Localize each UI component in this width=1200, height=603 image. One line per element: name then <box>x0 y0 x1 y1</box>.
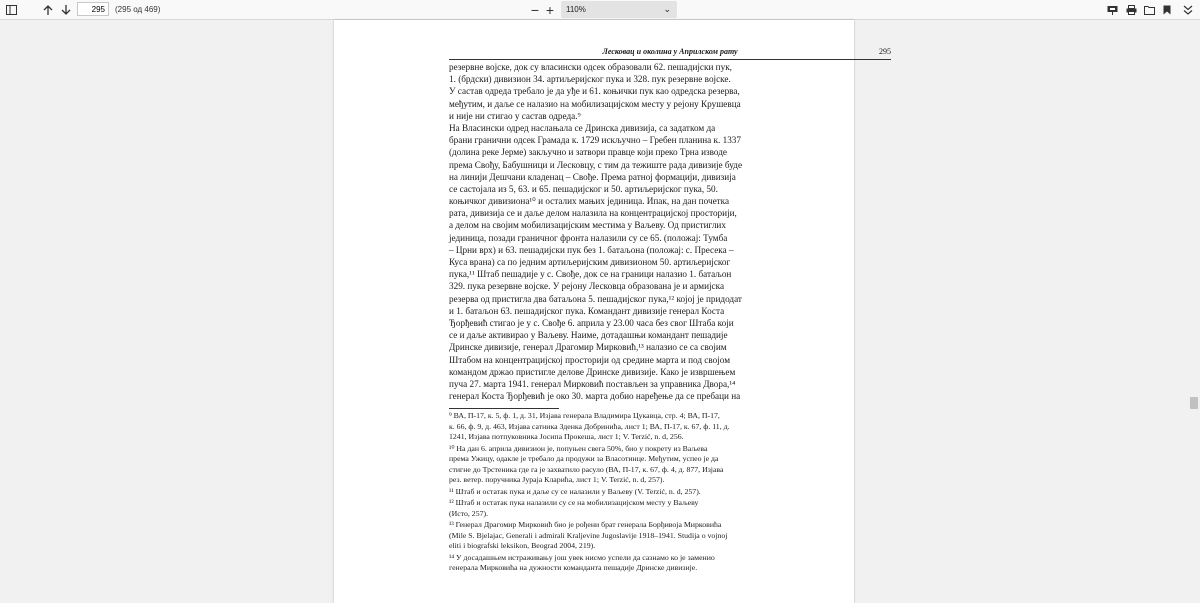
footnote-line: 1241, Изјава потпуковника Јосипа Прокеша, лист 1; V. Terzić, n. d, 256. <box>449 432 684 442</box>
body-line: (долина реке Јерме) закључно и затвори правце који преко Трна изводе <box>449 147 727 158</box>
body-line: на линији Дешчани кладенац – Свође. Према ратној формацији, дивизија <box>449 171 736 182</box>
body-line: На Власински одред наслањала се Дринска дивизија, са задатком да <box>449 122 716 133</box>
zoom-in-button[interactable]: + <box>545 2 555 18</box>
footnote-line: (Mile S. Bjelajac, Generali i admirali Kraljevine Jugoslavije 1918–1941. Studija o vojnoj <box>449 530 728 540</box>
footnote-line: (Исто, 257). <box>449 508 489 518</box>
body-line: се састојала из 5, 63. и 65. пешадијског и 50. артиљеријског пука, 50. <box>449 183 718 194</box>
page-number-input[interactable] <box>77 2 109 16</box>
footnote-line: к. 66, ф. 9, д. 463, Изјава сатника Зденка Добринића, лист 1; ВА, П-17, к. 67, ф. 11, д. <box>449 421 730 431</box>
body-line: брани гранични одсек Грамада к. 1729 искључно – Гребен планина к. 1337 <box>449 135 741 146</box>
body-line: Дринске дивизије, генерал Драгомир Мирковић,¹³ налазио се са својим <box>449 342 727 353</box>
footnote-line: ¹⁴ У досадашњем истраживању још увек нисмо успели да сазнамо ко је заменио <box>449 552 715 562</box>
body-line: Штабом на концентрацијској просторији од средине марта и под својом <box>449 354 731 365</box>
body-line: према Свођу, Бабушници и Лесковцу, с тим да тежиште рада дивизије буде <box>449 159 743 170</box>
page-content <box>449 47 891 574</box>
pdf-toolbar <box>0 0 1200 20</box>
body-line: 329. пука резервне војске. У рејону Лесковца образована је и армијска <box>449 281 725 292</box>
body-line: коњичког дивизиона¹⁰ и осталих мањих јединица. Ипак, на дан почетка <box>449 196 730 207</box>
page-count-label: (295 од 469) <box>115 5 161 14</box>
body-line: резервне војске, док су власински одсек образовали 62. пешадијски пук, <box>449 62 732 72</box>
footnote-line: ¹¹ Штаб и остатак пука и даље су се налазили у Ваљеву (V. Terzić, n. d, 257). <box>449 486 701 496</box>
pdf-page <box>334 20 891 603</box>
footnote-line: ¹⁰ На дан 6. априла дивизион је, попуњен свега 50%, био у покрету из Ваљева <box>449 443 708 453</box>
zoom-out-button[interactable]: − <box>530 2 540 18</box>
body-line: јединица, позади граничног фронта налазили су се 65. (положај: Тумба <box>449 232 728 243</box>
body-line: командом држао пристигле делове Дринске дивизије. Како је извршењем <box>449 366 736 377</box>
footnote-line: ¹² Штаб и остатак пука налазили су се на мобилизацијском месту у Ваљеву <box>449 498 699 508</box>
chevron-down-icon: ⌄ <box>663 4 671 14</box>
sidebar-toggle-icon[interactable] <box>4 3 18 17</box>
bookmark-icon[interactable] <box>1160 3 1174 17</box>
body-line: генерал Коста Ђорђевић је око 30. марта добио наређење да се пребаци на <box>449 391 741 402</box>
running-header <box>449 47 891 60</box>
header-page-number: 295 <box>879 47 891 56</box>
body-line: пуча 27. марта 1941. генерал Мирковић постављен за управника Двора,¹⁴ <box>449 378 736 389</box>
running-header-title: Лесковац и околина у Априлском рату <box>602 47 738 56</box>
body-text <box>449 61 891 402</box>
body-line: се и даље активирао у Ваљеву. Наиме, дотадашњи командант пешадије <box>449 330 728 341</box>
body-line: – Црни врх) и 63. пешадијски пук без 1. батаљона (положај: с. Пресека – <box>449 244 734 255</box>
footnote-line: ¹³ Генерал Драгомир Мирковић био је рођени брат генерала Борђивоја Мирковића <box>449 520 722 530</box>
footnote-line: генерала Мирковића на дужности команданта пешадије Дринске дивизије. <box>449 563 698 573</box>
footnotes <box>449 411 891 574</box>
more-options-icon[interactable] <box>1181 3 1195 17</box>
body-line: а делом на својим мобилизацијским местима у Ваљеву. Од пристиглих <box>449 220 726 231</box>
body-line: Ђорђевић стигао је у с. Свође 6. априла у 23.00 часа без свог Штаба који <box>449 317 734 328</box>
print-icon[interactable] <box>1124 3 1138 17</box>
footnote-line: рез. ветер. поручника Јураја Кларића, лист 1; V. Terzić, n. d, 257). <box>449 475 665 485</box>
footnote-line: eliti i biografski leksikon, Beograd 2004, 219). <box>449 541 596 551</box>
footnote-divider <box>449 408 559 409</box>
next-page-icon[interactable] <box>59 3 73 17</box>
presentation-mode-icon[interactable] <box>1105 3 1119 17</box>
footnote-line: према Ужицу, одакле је требало да продужи за Власотинце. Међутим, успео је да <box>449 454 719 464</box>
body-line: међутим, и даље се налазио на мобилизацијском месту у рејону Крушевца <box>449 98 741 109</box>
body-line: и 1. батаљон 63. пешадијског пука. Командант дивизије генерал Коста <box>449 305 725 316</box>
body-line: У састав одреда требало је да уђе и 61. коњички пук као одредска резерва, <box>449 86 740 97</box>
open-file-icon[interactable] <box>1142 3 1156 17</box>
body-line: Куса врана) са по једним артиљеријским дивизионом 50. артиљеријског <box>449 257 731 267</box>
body-line: 1. (брдски) дивизион 34. артиљеријског пука и 328. пук резервне војске. <box>449 74 731 85</box>
zoom-value: 110% <box>566 5 586 14</box>
footnote-line: ⁹ ВА, П-17, к. 5, ф. 1, д. 31, Изјава генерала Владимира Цукавца, стр. 4; ВА, П-17, <box>449 411 720 421</box>
document-viewer[interactable] <box>0 20 1200 603</box>
body-line: и није ни стигао у састав одреда.⁹ <box>449 110 581 121</box>
body-line: пука,¹¹ Штаб пешадије у с. Свође, док се на граници налазио 1. батаљон <box>449 269 732 280</box>
scrollbar-thumb[interactable] <box>1190 397 1198 409</box>
previous-page-icon[interactable] <box>41 3 55 17</box>
body-line: резерва од пристигла два батаљона 5. пешадијског пука,¹² којој је придодат <box>449 293 742 304</box>
zoom-select[interactable] <box>561 1 677 18</box>
footnote-line: стигне до Трстеника где га је захватило расуло (ВА, П-17, к. 67, ф. 4, д. 877, Изјава <box>449 464 724 474</box>
body-line: рата, дивизија се и даље делом налазила на концентрацијској просторији, <box>449 208 737 219</box>
